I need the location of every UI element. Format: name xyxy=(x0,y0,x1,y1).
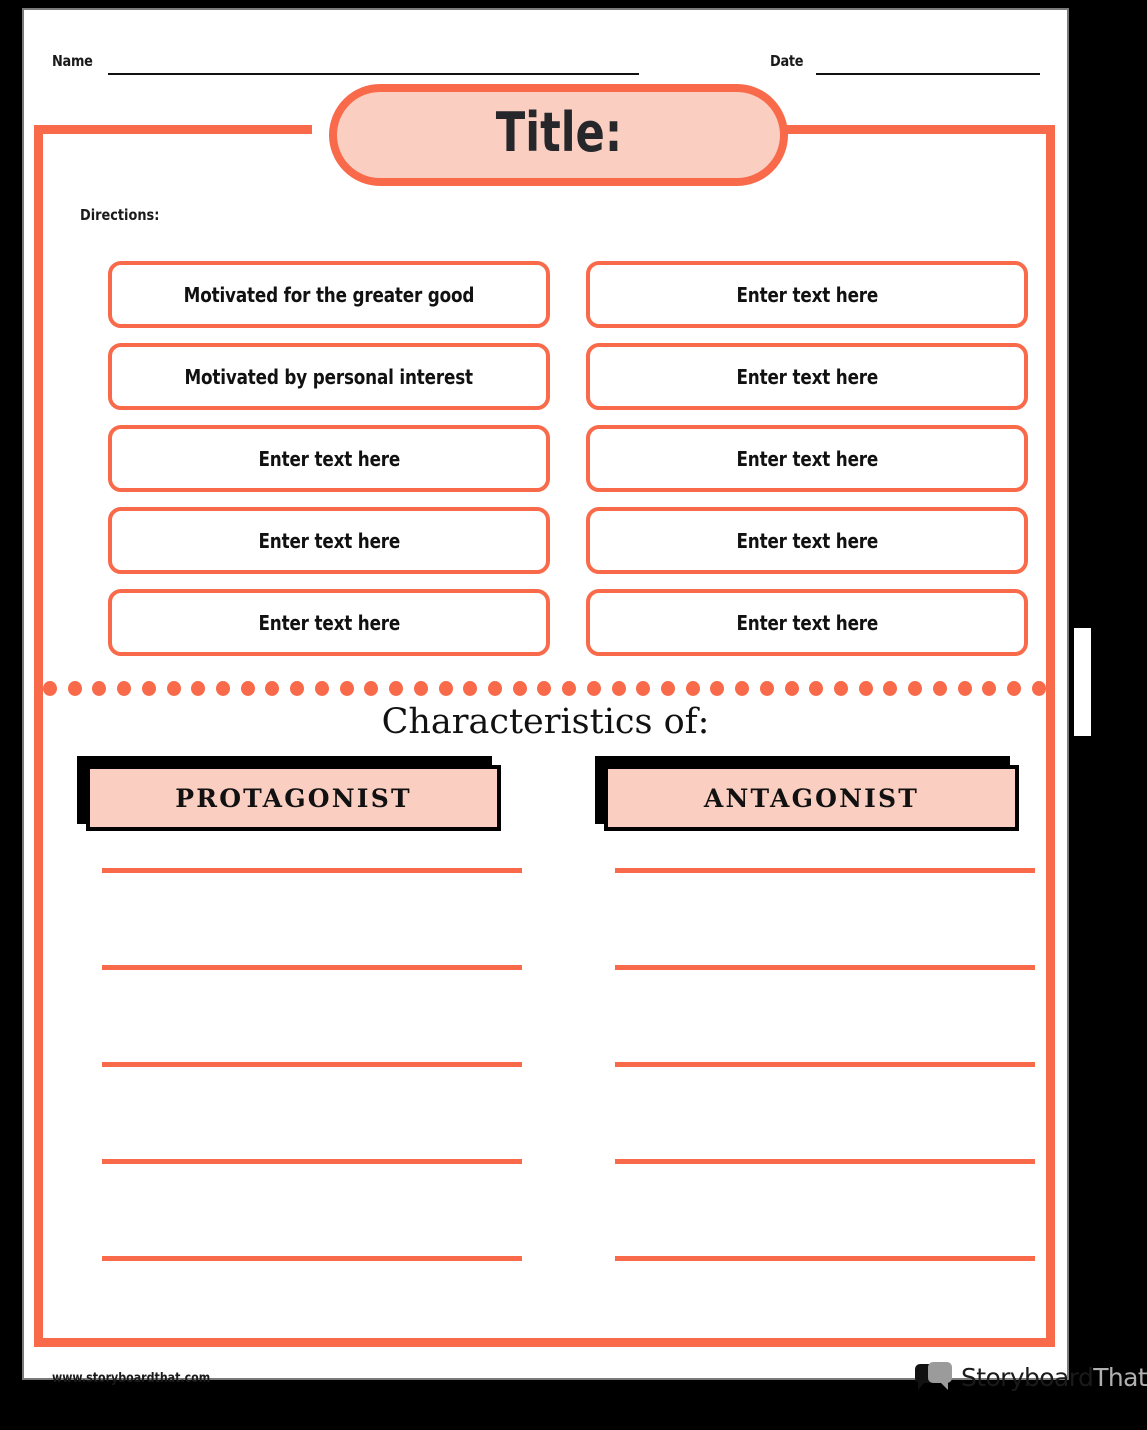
divider-dot xyxy=(982,681,996,696)
speech-bubble-icon xyxy=(915,1362,955,1392)
divider-dot xyxy=(612,681,626,696)
divider-dot xyxy=(167,681,181,696)
divider-dot xyxy=(735,681,749,696)
traits-right-column xyxy=(586,261,1028,671)
divider-dot xyxy=(809,681,823,696)
trait-text: Enter text here xyxy=(258,610,400,635)
trait-text: Enter text here xyxy=(258,528,400,553)
divider-dot xyxy=(389,681,403,696)
divider-dot xyxy=(908,681,922,696)
date-input-line[interactable] xyxy=(816,73,1040,75)
name-date-row xyxy=(22,46,1069,80)
divider-dot xyxy=(463,681,477,696)
writing-line[interactable] xyxy=(102,1062,522,1067)
divider-dot xyxy=(439,681,453,696)
divider-dot xyxy=(92,681,106,696)
divider-dot xyxy=(117,681,131,696)
divider-dot xyxy=(488,681,502,696)
footer-url[interactable]: www.storyboardthat.com xyxy=(52,1371,211,1386)
writing-line[interactable] xyxy=(615,868,1035,873)
title-text: Title: xyxy=(495,101,622,164)
divider-dot xyxy=(636,681,650,696)
trait-box[interactable] xyxy=(108,589,550,656)
trait-text: Motivated by personal interest xyxy=(184,364,474,389)
divider-dot xyxy=(587,681,601,696)
writing-line[interactable] xyxy=(102,868,522,873)
trait-box[interactable] xyxy=(586,507,1028,574)
title-field[interactable] xyxy=(329,84,788,186)
divider-dot xyxy=(933,681,947,696)
characteristics-heading: Characteristics of: xyxy=(381,702,710,742)
name-input-line[interactable] xyxy=(108,73,639,75)
divider-dot xyxy=(710,681,724,696)
divider-dot xyxy=(1007,681,1021,696)
dotted-divider xyxy=(43,680,1046,696)
antagonist-writing-lines xyxy=(615,868,1035,1353)
writing-line[interactable] xyxy=(615,1256,1035,1261)
trait-box[interactable] xyxy=(108,425,550,492)
divider-dot xyxy=(859,681,873,696)
divider-dot xyxy=(760,681,774,696)
logo-primary-text: Storyboard xyxy=(961,1362,1094,1392)
writing-line[interactable] xyxy=(615,1062,1035,1067)
speech-bubble-front-icon xyxy=(928,1362,952,1383)
divider-dot xyxy=(883,681,897,696)
trait-box[interactable] xyxy=(108,343,550,410)
banner-body xyxy=(604,765,1019,831)
divider-dot xyxy=(241,681,255,696)
divider-dot xyxy=(142,681,156,696)
divider-dot xyxy=(191,681,205,696)
divider-dot xyxy=(537,681,551,696)
trait-text: Motivated for the greater good xyxy=(183,282,475,307)
divider-dot xyxy=(340,681,354,696)
trait-box[interactable] xyxy=(586,261,1028,328)
protagonist-label: PROTAGONIST xyxy=(175,783,412,813)
right-edge-notch xyxy=(1074,628,1091,736)
writing-line[interactable] xyxy=(615,965,1035,970)
trait-text: Enter text here xyxy=(736,610,878,635)
trait-box[interactable] xyxy=(108,261,550,328)
antagonist-label: ANTAGONIST xyxy=(703,783,920,813)
paper-sheet xyxy=(22,8,1147,1392)
divider-dot xyxy=(661,681,675,696)
divider-dot xyxy=(686,681,700,696)
writing-line[interactable] xyxy=(102,1159,522,1164)
divider-dot xyxy=(315,681,329,696)
trait-text: Enter text here xyxy=(736,364,878,389)
traits-left-column xyxy=(108,261,550,671)
divider-dot xyxy=(414,681,428,696)
divider-dot xyxy=(562,681,576,696)
trait-text: Enter text here xyxy=(736,528,878,553)
trait-text: Enter text here xyxy=(258,446,400,471)
trait-text: Enter text here xyxy=(736,446,878,471)
directions-label: Directions: xyxy=(80,206,160,224)
banner-body xyxy=(86,765,501,831)
divider-dot xyxy=(958,681,972,696)
protagonist-writing-lines xyxy=(102,868,522,1353)
writing-line[interactable] xyxy=(102,965,522,970)
divider-dot xyxy=(834,681,848,696)
name-label: Name xyxy=(52,52,93,70)
date-label: Date xyxy=(770,52,804,70)
trait-box[interactable] xyxy=(108,507,550,574)
trait-box[interactable] xyxy=(586,425,1028,492)
antagonist-banner xyxy=(595,756,1025,834)
divider-dot xyxy=(216,681,230,696)
trait-box[interactable] xyxy=(586,343,1028,410)
divider-dot xyxy=(290,681,304,696)
divider-dot xyxy=(68,681,82,696)
logo-secondary-text: That xyxy=(1093,1362,1147,1392)
divider-dot xyxy=(785,681,799,696)
divider-dot xyxy=(43,681,57,696)
divider-dot xyxy=(265,681,279,696)
divider-dot xyxy=(513,681,527,696)
trait-box[interactable] xyxy=(586,589,1028,656)
divider-dot xyxy=(364,681,378,696)
writing-line[interactable] xyxy=(102,1256,522,1261)
storyboardthat-logo xyxy=(915,1360,1147,1394)
writing-line[interactable] xyxy=(615,1159,1035,1164)
trait-text: Enter text here xyxy=(736,282,878,307)
protagonist-banner xyxy=(77,756,507,834)
divider-dot xyxy=(1032,681,1046,696)
